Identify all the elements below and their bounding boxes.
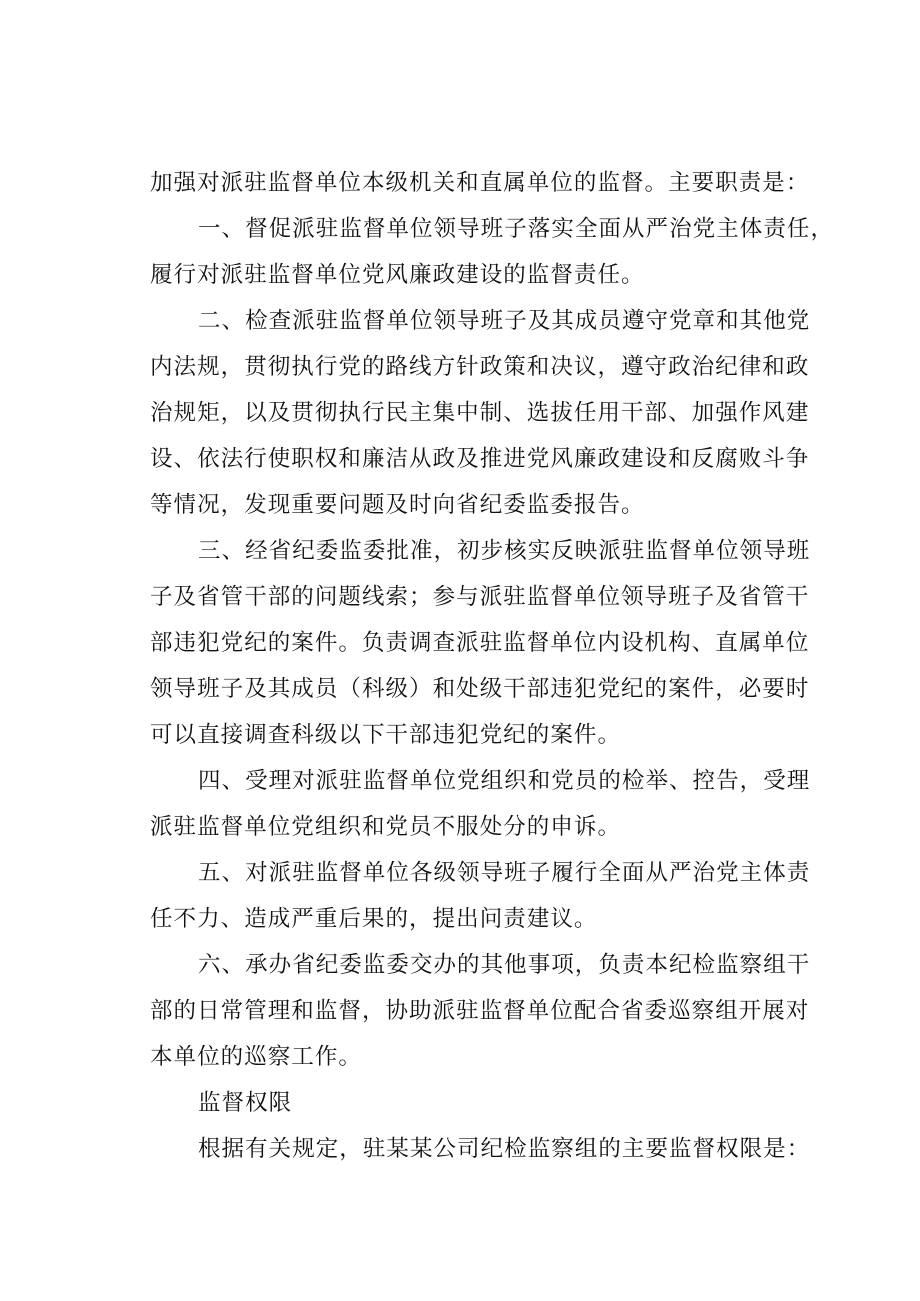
- text-line: 派驻监督单位党组织和党员不服处分的申诉。: [150, 814, 622, 840]
- text-line: 根据有关规定，驻某某公司纪检监察组的主要监督权限是：: [198, 1136, 811, 1162]
- text-line: 部的日常管理和监督，协助派驻监督单位配合省委巡察组开展对: [150, 998, 810, 1024]
- text-line: 四、受理对派驻监督单位党组织和党员的检举、控告，受理: [198, 768, 811, 794]
- text-line: 设、依法行使职权和廉洁从政及推进党风廉政建设和反腐败斗争: [150, 446, 810, 472]
- text-line: 内法规，贯彻执行党的路线方针政策和决议，遵守政治纪律和政: [150, 354, 810, 380]
- text-line: 二、检查派驻监督单位领导班子及其成员遵守党章和其他党: [198, 308, 811, 334]
- text-line: 本单位的巡察工作。: [150, 1044, 362, 1070]
- text-line: 子及省管干部的问题线索；参与派驻监督单位领导班子及省管干: [150, 584, 810, 610]
- section-heading: 监督权限: [198, 1090, 293, 1116]
- text-line: 履行对派驻监督单位党风廉政建设的监督责任。: [150, 262, 645, 288]
- text-line: 五、对派驻监督单位各级领导班子履行全面从严治党主体责: [198, 860, 811, 886]
- text-line: 等情况，发现重要问题及时向省纪委监委报告。: [150, 492, 645, 518]
- text-line: 治规矩，以及贯彻执行民主集中制、选拔任用干部、加强作风建: [150, 400, 810, 426]
- text-line: 一、督促派驻监督单位领导班子落实全面从严治党主体责任，: [198, 216, 834, 242]
- text-line: 三、经省纪委监委批准，初步核实反映派驻监督单位领导班: [198, 538, 811, 564]
- text-line: 领导班子及其成员（科级）和处级干部违犯党纪的案件，必要时: [150, 676, 810, 702]
- text-line: 六、承办省纪委监委交办的其他事项，负责本纪检监察组干: [198, 952, 811, 978]
- text-line: 可以直接调查科级以下干部违犯党纪的案件。: [150, 722, 622, 748]
- text-line: 任不力、造成严重后果的，提出问责建议。: [150, 906, 598, 932]
- text-line: 部违犯党纪的案件。负责调查派驻监督单位内设机构、直属单位: [150, 630, 810, 656]
- text-line: 加强对派驻监督单位本级机关和直属单位的监督。主要职责是：: [150, 170, 810, 196]
